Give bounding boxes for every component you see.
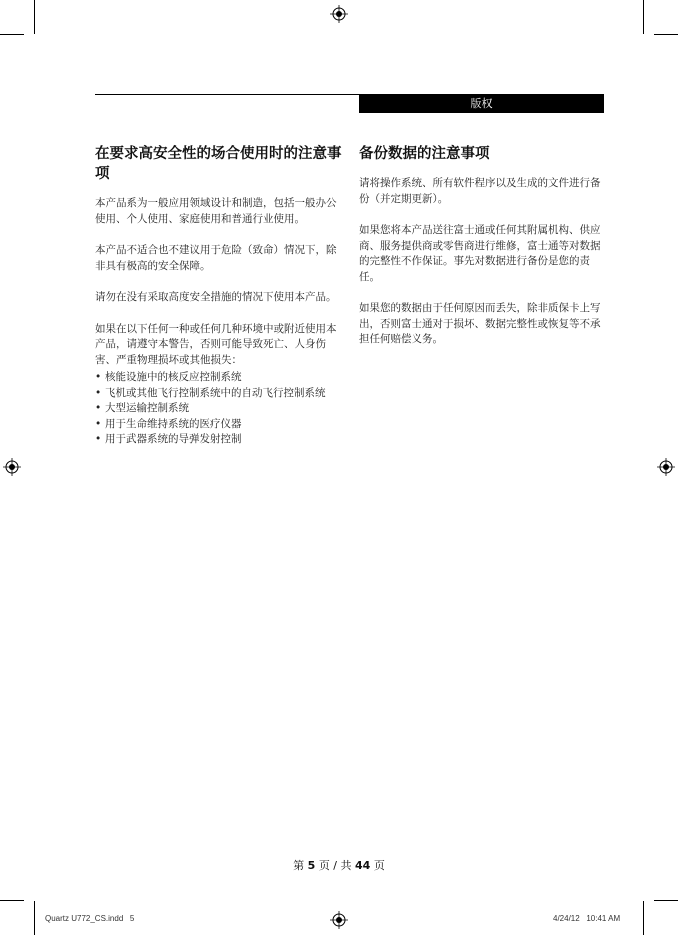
registration-mark-icon bbox=[657, 458, 675, 476]
current-page: 5 bbox=[307, 859, 316, 872]
list-item: • 飞机或其他飞行控制系统中的自动飞行控制系统 bbox=[95, 386, 343, 402]
list-item: • 用于生命维持系统的医疗仪器 bbox=[95, 417, 343, 433]
bullet-icon: • bbox=[95, 402, 102, 414]
bullet-icon: • bbox=[95, 433, 102, 445]
total-pages: 44 bbox=[355, 859, 371, 872]
registration-mark-icon bbox=[330, 911, 348, 929]
crop-mark-top-right-v bbox=[643, 0, 644, 34]
crop-mark-bottom-left-v bbox=[34, 901, 35, 935]
left-paragraph: 如果在以下任何一种或任何几种环境中或附近使用本产品，请遵守本警告，否则可能导致死亡、人身伤害、严重物理损坏或其他损失： bbox=[95, 322, 337, 366]
crop-mark-top-right-h bbox=[654, 34, 678, 35]
left-paragraph: 本产品不适合也不建议用于危险（致命）情况下，除非具有极高的安全保障。 bbox=[95, 244, 337, 272]
list-item: • 核能设施中的核反应控制系统 bbox=[95, 370, 343, 386]
left-paragraph: 请勿在没有采取高度安全措施的情况下使用本产品。 bbox=[95, 291, 337, 303]
slug-filename: Quartz U772_CS.indd 5 bbox=[45, 914, 135, 923]
list-item: • 大型运输控制系统 bbox=[95, 401, 343, 417]
crop-mark-bottom-left-h bbox=[0, 900, 24, 901]
crop-mark-top-left-v bbox=[34, 0, 35, 34]
left-heading: 在要求高安全性的场合使用时的注意事项 bbox=[95, 146, 342, 182]
right-paragraph: 请将操作系统、所有软件程序以及生成的文件进行备份（并定期更新）。 bbox=[359, 177, 601, 205]
crop-mark-bottom-right-h bbox=[654, 900, 678, 901]
crop-mark-top-left-h bbox=[0, 34, 24, 35]
page-number: 第 5 页 / 共 44 页 bbox=[293, 859, 385, 872]
section-header: 版权 bbox=[359, 94, 604, 113]
right-column bbox=[359, 144, 607, 364]
left-column bbox=[95, 144, 343, 448]
list-item: • 用于武器系统的导弹发射控制 bbox=[95, 432, 343, 448]
bullet-icon: • bbox=[95, 371, 102, 383]
right-paragraph: 如果您将本产品送往富士通或任何其附属机构、供应商、服务提供商或零售商进行维修，富士通等对数据的完整性不作保证。事先对数据进行备份是您的责任。 bbox=[359, 224, 601, 283]
slug-timestamp: 4/24/12 10:41 AM bbox=[553, 914, 621, 923]
registration-mark-icon bbox=[330, 5, 348, 23]
right-paragraph: 如果您的数据由于任何原因而丢失，除非质保卡上写出，否则富士通对于损坏、数据完整性或恢复等不承担任何赔偿义务。 bbox=[359, 302, 601, 345]
bullet-icon: • bbox=[95, 386, 102, 399]
bullet-list bbox=[95, 370, 343, 448]
left-paragraph: 本产品系为一般应用领域设计和制造，包括一般办公使用、个人使用、家庭使用和普通行业使用。 bbox=[95, 197, 337, 225]
registration-mark-icon bbox=[3, 458, 21, 476]
bullet-icon: • bbox=[95, 417, 102, 430]
right-heading: 备份数据的注意事项 bbox=[359, 146, 490, 162]
crop-mark-bottom-right-v bbox=[643, 901, 644, 935]
